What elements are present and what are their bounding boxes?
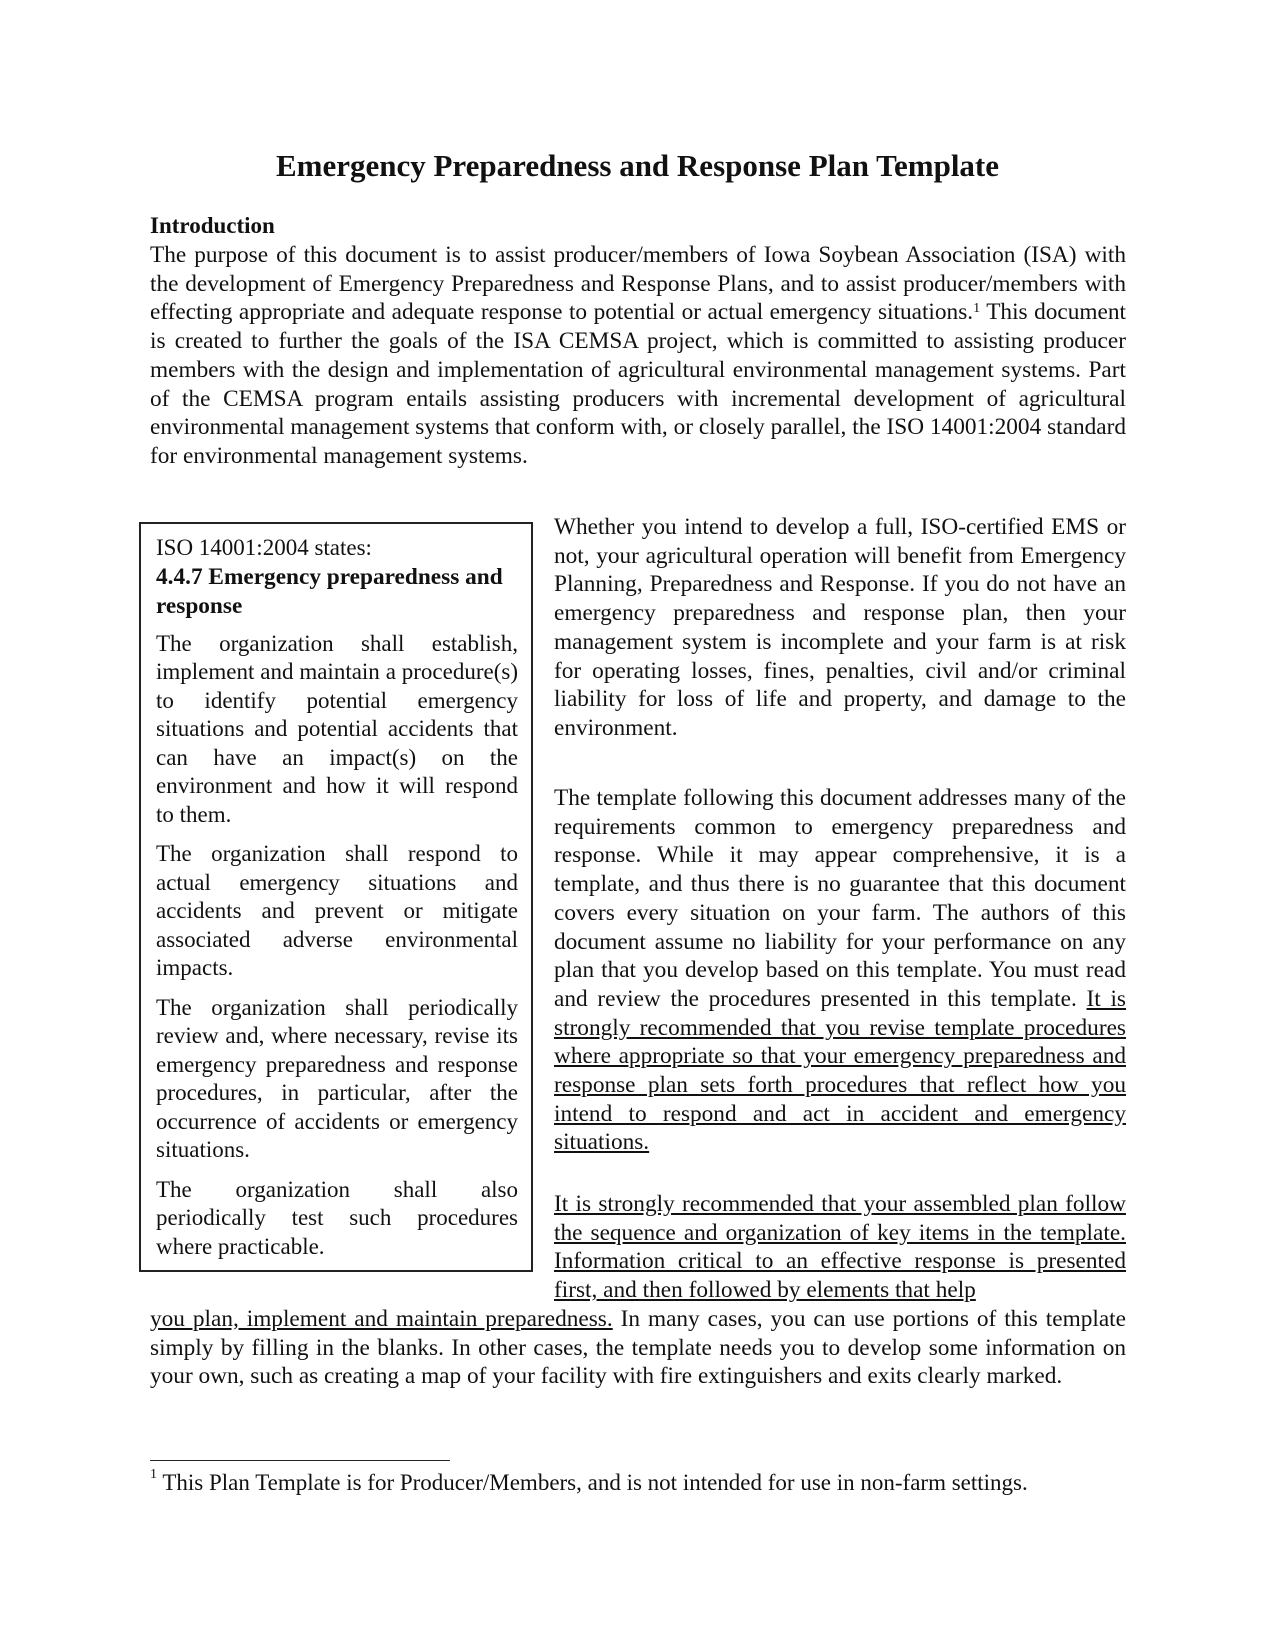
footnote-reference: 1 (973, 301, 981, 317)
recommendation-plan-sequence: It is strongly recommended that your assembled plan follow the sequence and organization of key items in the template. Information critical to an effective response is presented first, and then followed by elements that help (554, 1191, 1126, 1304)
iso-paragraph-2: The organization shall respond to actual emergency situations and accidents and prevent or mitigate associated adverse environmental impacts. (156, 841, 518, 980)
iso-label: ISO 14001:2004 states: (156, 535, 372, 560)
bottom-plain-text: In many cases, you can use portions of this template simply by filling in the blanks. In other cases, the template needs you to develop some information on your own, such as creating a map of your facility with fire extinguishers and exits clearly marked. (150, 1306, 1126, 1390)
introduction-text-b: This document is created to further the goals of the ISA CEMSA project, which is committed to assisting producer members with the design and implementation of agricultural environmental management systems. Part of the CEMSA program entails assisting producers with incremental development of agricultural environmental management systems that conform with, or closely parallel, the ISO 14001:2004 standard for environmental management systems. (150, 299, 1126, 469)
page-title: Emergency Preparedness and Response Plan Template (275, 148, 1000, 183)
recommendation-revise-procedures: It is strongly recommended that you revise template procedures where appropriate so that your emergency preparedness and response plan sets forth procedures that reflect how you intend to respond and act in accident and emergency situations. (554, 985, 1127, 1156)
iso-section-heading: 4.4.7 Emergency preparedness and response (156, 563, 503, 619)
bottom-paragraph (150, 1305, 1126, 1391)
introduction-paragraph (150, 241, 1126, 471)
footnote-divider (150, 1460, 450, 1461)
footnote-number: 1 (150, 1467, 157, 1482)
introduction-heading: Introduction (150, 213, 275, 238)
iso-paragraph-3: The organization shall periodically review and, where necessary, revise its emergency preparedness and response procedures, in particular, after the occurrence of accidents or emergency situations. (156, 994, 518, 1162)
footnote-text: This Plan Template is for Producer/Members, and is not intended for use in non-farm settings. (157, 1470, 1028, 1495)
bottom-underlined-text: you plan, implement and maintain preparedness. (150, 1306, 613, 1332)
right-column-paragraph-2 (554, 784, 1126, 1157)
iso-paragraph-4: The organization shall also periodically test such procedures where practicable. (156, 1176, 518, 1259)
iso-standard-box (139, 522, 533, 1272)
footnote (150, 1467, 1028, 1496)
iso-paragraph-1: The organization shall establish, implement and maintain a procedure(s) to identify potential emergency situations and potential accidents that can have an impact(s) on the environment and how it will respond to them. (156, 630, 518, 827)
introduction-text-a: The purpose of this document is to assist producer/members of Iowa Soybean Association (ISA) with the development of Emergency Preparedness and Response Plans, and to assist producer/members with effecting appropriate and adequate response to potential or actual emergency situations. (150, 242, 1126, 326)
right-column-paragraph-1: Whether you intend to develop a full, ISO-certified EMS or not, your agricultural operation will benefit from Emergency Planning, Preparedness and Response. If you do not have an emergency preparedness and response plan, then your management system is incomplete and your farm is at risk for operating losses, fines, penalties, civil and/or criminal liability for loss of life and property, and damage to the environment. (554, 514, 1126, 741)
right-column-paragraph-2-text: The template following this document addresses many of the requirements common to emergency preparedness and response. While it may appear comprehensive, it is a template, and thus there is no guarantee that this document covers every situation on your farm. The authors of this document assume no liability for your performance on any plan that you develop based on this template. You must read and review the procedures presented in this template. (554, 785, 1126, 1012)
